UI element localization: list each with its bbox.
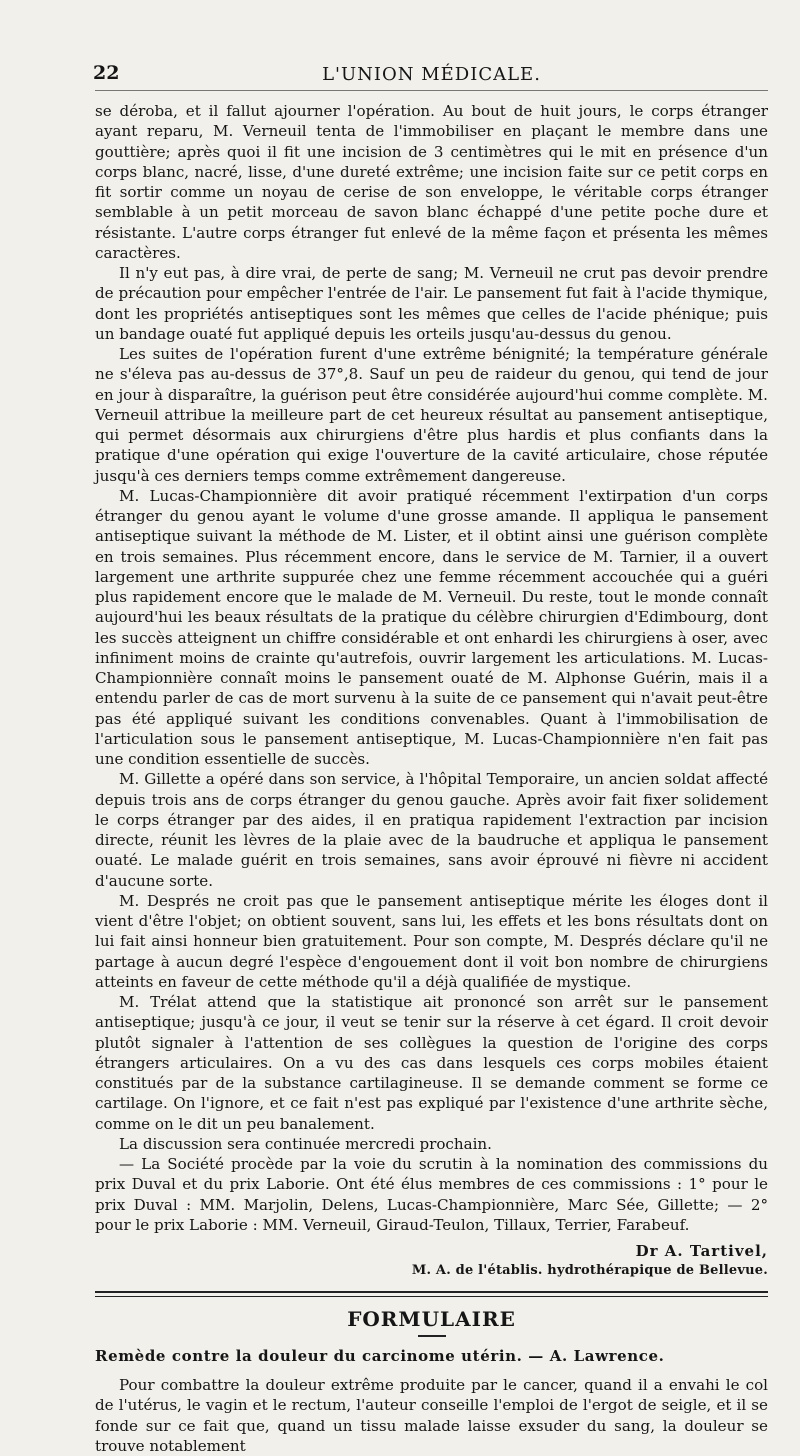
paragraph-6: M. Després ne croit pas que le pansement antiseptique mérite les éloges dont il vient d'être l'objet; on obtient souvent, sans lui, les effets et les bons résultats dont on lui fait ainsi honneur bien gratuitement. Pour son compte, M. Després déclare qu'il ne partage à aucun degré l'espèce d'engouement dont il voit bon nombre de chirurgiens atteints en faveur de cette méthode qu'il a déjà qualifiée de mystique. xyxy=(95,891,768,991)
article-body xyxy=(95,101,768,1235)
paragraph-7: M. Trélat attend que la statistique ait prononcé son arrêt sur le pansement antiseptique; jusqu'à ce jour, il veut se tenir sur la réserve à cet égard. Il croit devoir plutôt signaler à l'attention de ses collègues la question de l'origine des corps étrangers articulaires. On a vu des cas dans lesquels ces corps mobiles étaient constitués par de la substance cartilagineuse. Il se demande comment se forme ce cartilage. On l'ignore, et ce fait n'est pas expliqué par l'existence d'une arthrite sèche, comme on le dit un peu banalement. xyxy=(95,993,768,1133)
paragraph-9: — La Société procède par la voie du scrutin à la nomination des commissions du prix Duval et du prix Laborie. Ont été élus membres de ces commissions : 1° pour le prix Duval : MM. Marjolin, Delens, Lucas-Championnière, Marc Sée, Gillette; — 2° pour le prix Laborie : MM. Verneuil, Giraud-Teulon, Tillaux, Terrier, Farabeuf. xyxy=(95,1155,768,1234)
section-divider xyxy=(95,1291,768,1297)
journal-title: L'UNION MÉDICALE. xyxy=(322,64,541,85)
paragraph-5: M. Gillette a opéré dans son service, à l'hôpital Temporaire, un ancien soldat affecté depuis trois ans de corps étranger du genou gauche. Après avoir fait fixer solidement le corps étranger par des aides, il en pratiqua rapidement l'extraction par incision directe, réunit les lèvres de la plaie avec de la baudruche et appliqua le pansement ouaté. Le malade guérit en trois semaines, sans avoir éprouvé ni fièvre ni accident d'aucune sorte. xyxy=(95,770,768,890)
paragraph-1: se déroba, et il fallut ajourner l'opération. Au bout de huit jours, le corps étranger ayant reparu, M. Verneuil tenta de l'immobiliser en plaçant le membre dans une gouttière; après quoi il fit une incision de 3 centimètres qui le mit en présence d'un corps blanc, nacré, lisse, d'une dureté extrême; une incision faite sur ce petit corps en fit sortir comme un noyau de cerise de son enveloppe, le véritable corps étranger semblable à un petit morceau de savon blanc échappé d'une petite poche dure et résistante. L'autre corps étranger fut enlevé de la même façon et présenta les mêmes caractères. xyxy=(95,102,768,262)
signature-block xyxy=(95,1241,768,1281)
title-underline xyxy=(418,1335,446,1337)
formulaire-subheading: Remède contre la douleur du carcinome utérin. — A. Lawrence. xyxy=(95,1347,665,1365)
signature-affiliation: M. A. de l'établis. hydrothérapique de Bellevue. xyxy=(411,1263,768,1278)
page-number: 22 xyxy=(93,62,120,84)
paragraph-4: M. Lucas-Championnière dit avoir pratiqué récemment l'extirpation d'un corps étranger du genou ayant le volume d'une grosse amande. Il appliqua le pansement antiseptique suivant la méthode de M. Lister, et il obtint ainsi une guérison complète en trois semaines. Plus récemment encore, dans le service de M. Tarnier, il a ouvert largement une arthrite suppurée chez une femme récemment accouchée qui a guéri plus rapidement encore que le malade de M. Verneuil. Du reste, tout le monde connaît aujourd'hui les beaux résultats de la pratique du célèbre chirurgien d'Edimbourg, dont les succès atteignent un chiffre considérable et ont enhardi les chirurgiens à oser, avec infiniment moins de crainte qu'autrefois, ouvrir largement les articulations. M. Lucas-Championnière connaît moins le pansement ouaté de M. Alphonse Guérin, mais il a entendu parler de cas de mort survenu à la suite de ce pansement qui n'avait peut-être pas été appliqué suivant les conditions convenables. Quant à l'immobilisation de l'articulation sous le pansement antiseptique, M. Lucas-Championnière n'en fait pas une condition essentielle de succès. xyxy=(95,486,768,768)
page-header xyxy=(95,56,768,91)
paragraph-2: Il n'y eut pas, à dire vrai, de perte de sang; M. Verneuil ne crut pas devoir prendre de précaution pour empêcher l'entrée de l'air. Le pansement fut fait à l'acide thymique, dont les propriétés antiseptiques sont les mêmes que celles de l'acide phénique; puis un bandage ouaté fut appliqué depuis les orteils jusqu'au-dessus du genou. xyxy=(95,264,768,343)
formulaire-paragraph: Pour combattre la douleur extrême produite par le cancer, quand il a envahi le col de l'utérus, le vagin et le rectum, l'auteur conseille l'emploi de l'ergot de seigle, et il se fonde sur ce fait que, quand un tissu malade laisse exsuder du sang, la douleur se trouve notablement xyxy=(95,1376,768,1455)
paragraph-3: Les suites de l'opération furent d'une extrême bénignité; la température générale ne s'éleva pas au-dessus de 37°,8. Sauf un peu de raideur du genou, qui tend de jour en jour à disparaître, la guérison peut être considérée aujourd'hui comme complète. M. Verneuil attribue la meilleure part de cet heureux résultat au pansement antiseptique, qui permet désormais aux chirurgiens d'être plus hardis et plus confiants dans la pratique d'une opération qui exige l'ouverture de la cavité articulaire, chose réputée jusqu'à ces derniers temps comme extrêmement dangereuse. xyxy=(95,345,768,485)
formulaire-body xyxy=(95,1375,768,1456)
signature-author: Dr A. Tartivel, xyxy=(635,1242,768,1260)
section-title-formulaire: FORMULAIRE xyxy=(347,1307,516,1331)
paragraph-8: La discussion sera continuée mercredi prochain. xyxy=(119,1134,492,1153)
